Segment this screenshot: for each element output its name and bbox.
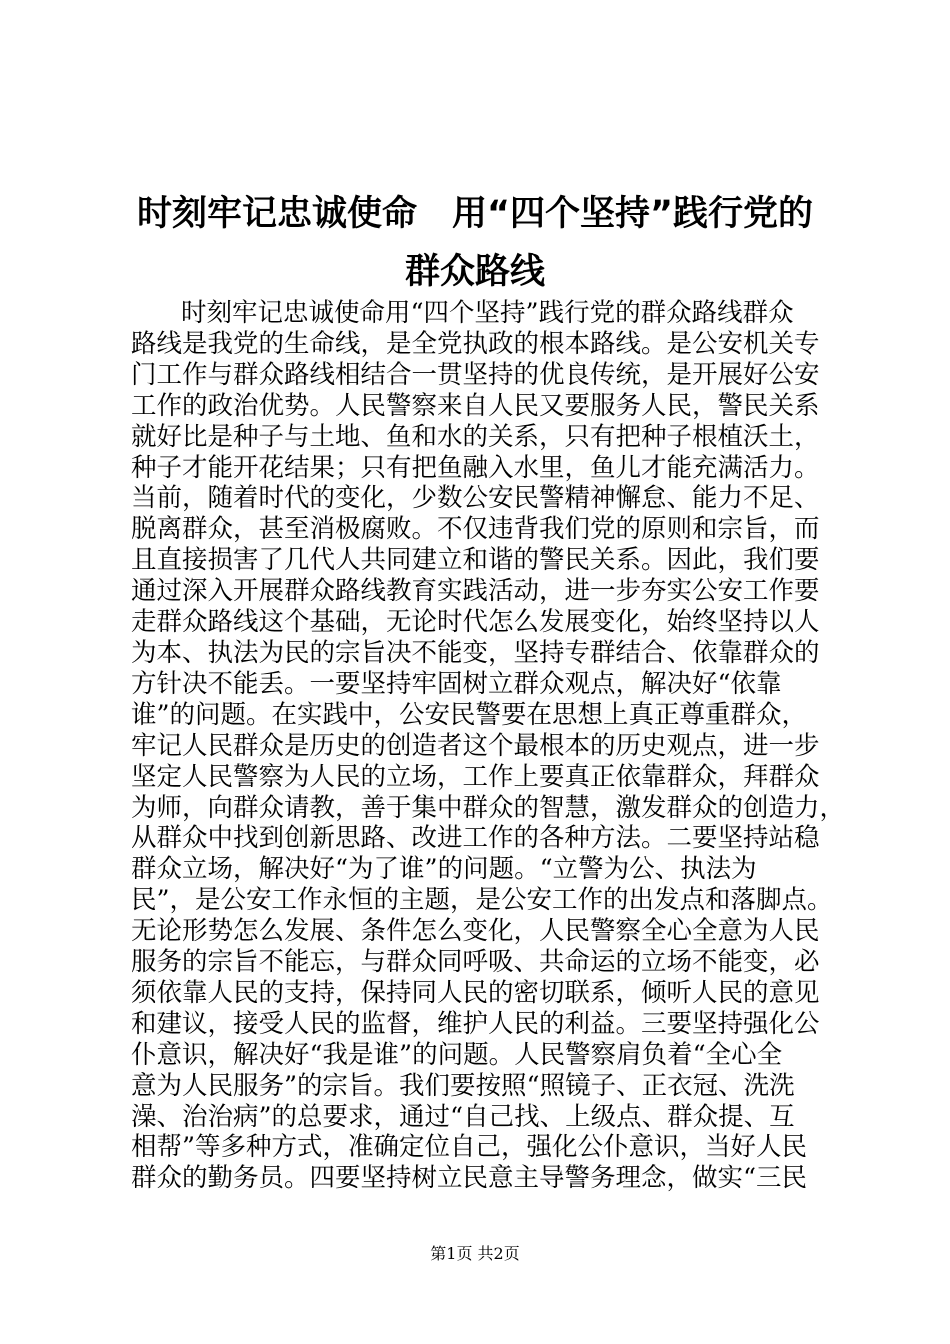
body-line: 坚定人民警察为人民的立场，工作上要真正依靠群众，拜群众	[131, 761, 820, 792]
body-line: 时刻牢记忠诚使命用“四个坚持”践行党的群众路线群众	[181, 298, 794, 328]
body-paragraph	[131, 298, 846, 1194]
body-line: 通过深入开展群众路线教育实践活动，进一步夯实公安工作要	[131, 576, 820, 607]
body-line: 从群众中找到创新思路、改进工作的各种方法。二要坚持站稳	[131, 823, 820, 854]
page-number-footer: 第1页 共2页	[430, 1244, 520, 1263]
body-line: 和建议，接受人民的监督，维护人民的利益。三要坚持强化公	[131, 1008, 820, 1039]
body-line: 群众的勤务员。四要坚持树立民意主导警务理念，做实“三民	[131, 1163, 808, 1194]
body-line: 当前，随着时代的变化，少数公安民警精神懈怠、能力不足、	[131, 483, 820, 514]
body-line: 民”，是公安工作永恒的主题，是公安工作的出发点和落脚点。	[131, 885, 833, 916]
body-line: 走群众路线这个基础，无论时代怎么发展变化，始终坚持以人	[131, 607, 820, 638]
body-line: 且直接损害了几代人共同建立和谐的警民关系。因此，我们要	[131, 545, 820, 576]
body-line: 澡、治治病”的总要求，通过“自己找、上级点、群众提、互	[131, 1101, 795, 1132]
body-line: 牢记人民群众是历史的创造者这个最根本的历史观点，进一步	[131, 730, 820, 761]
body-line: 工作的政治优势。人民警察来自人民又要服务人民，警民关系	[131, 390, 820, 421]
document-title	[90, 185, 860, 301]
body-line: 须依靠人民的支持，保持同人民的密切联系，倾听人民的意见	[131, 977, 820, 1008]
body-line: 路线是我党的生命线，是全党执政的根本路线。是公安机关专	[131, 328, 820, 359]
body-line: 方针决不能丢。一要坚持牢固树立群众观点，解决好“依靠	[131, 668, 782, 699]
body-line: 相帮”等多种方式，准确定位自己，强化公仆意识，当好人民	[131, 1132, 808, 1163]
title-line-1: 时刻牢记忠诚使命 用“四个坚持”践行党的	[136, 194, 813, 234]
body-line: 无论形势怎么发展、条件怎么变化，人民警察全心全意为人民	[131, 916, 820, 947]
body-line: 为师，向群众请教，善于集中群众的智慧，激发群众的创造力，	[131, 792, 846, 823]
body-line: 谁”的问题。在实践中，公安民警要在思想上真正尊重群众，	[131, 699, 808, 730]
body-line: 就好比是种子与土地、鱼和水的关系，只有把种子根植沃土，	[131, 421, 820, 452]
body-line: 意为人民服务”的宗旨。我们要按照“照镜子、正衣冠、洗洗	[131, 1070, 795, 1101]
body-line: 脱离群众，甚至消极腐败。不仅违背我们党的原则和宗旨，而	[131, 514, 820, 545]
title-line-2: 群众路线	[404, 252, 545, 292]
body-line: 服务的宗旨不能忘，与群众同呼吸、共命运的立场不能变，必	[131, 947, 820, 978]
body-line: 门工作与群众路线相结合一贯坚持的优良传统，是开展好公安	[131, 359, 820, 390]
body-line: 群众立场，解决好“为了谁”的问题。“立警为公、执法为	[131, 854, 757, 885]
body-line: 仆意识，解决好“我是谁”的问题。人民警察肩负着“全心全	[131, 1039, 783, 1070]
body-line: 种子才能开花结果；只有把鱼融入水里，鱼儿才能充满活力。	[131, 452, 820, 483]
body-line: 为本、执法为民的宗旨决不能变，坚持专群结合、依靠群众的	[131, 637, 820, 668]
